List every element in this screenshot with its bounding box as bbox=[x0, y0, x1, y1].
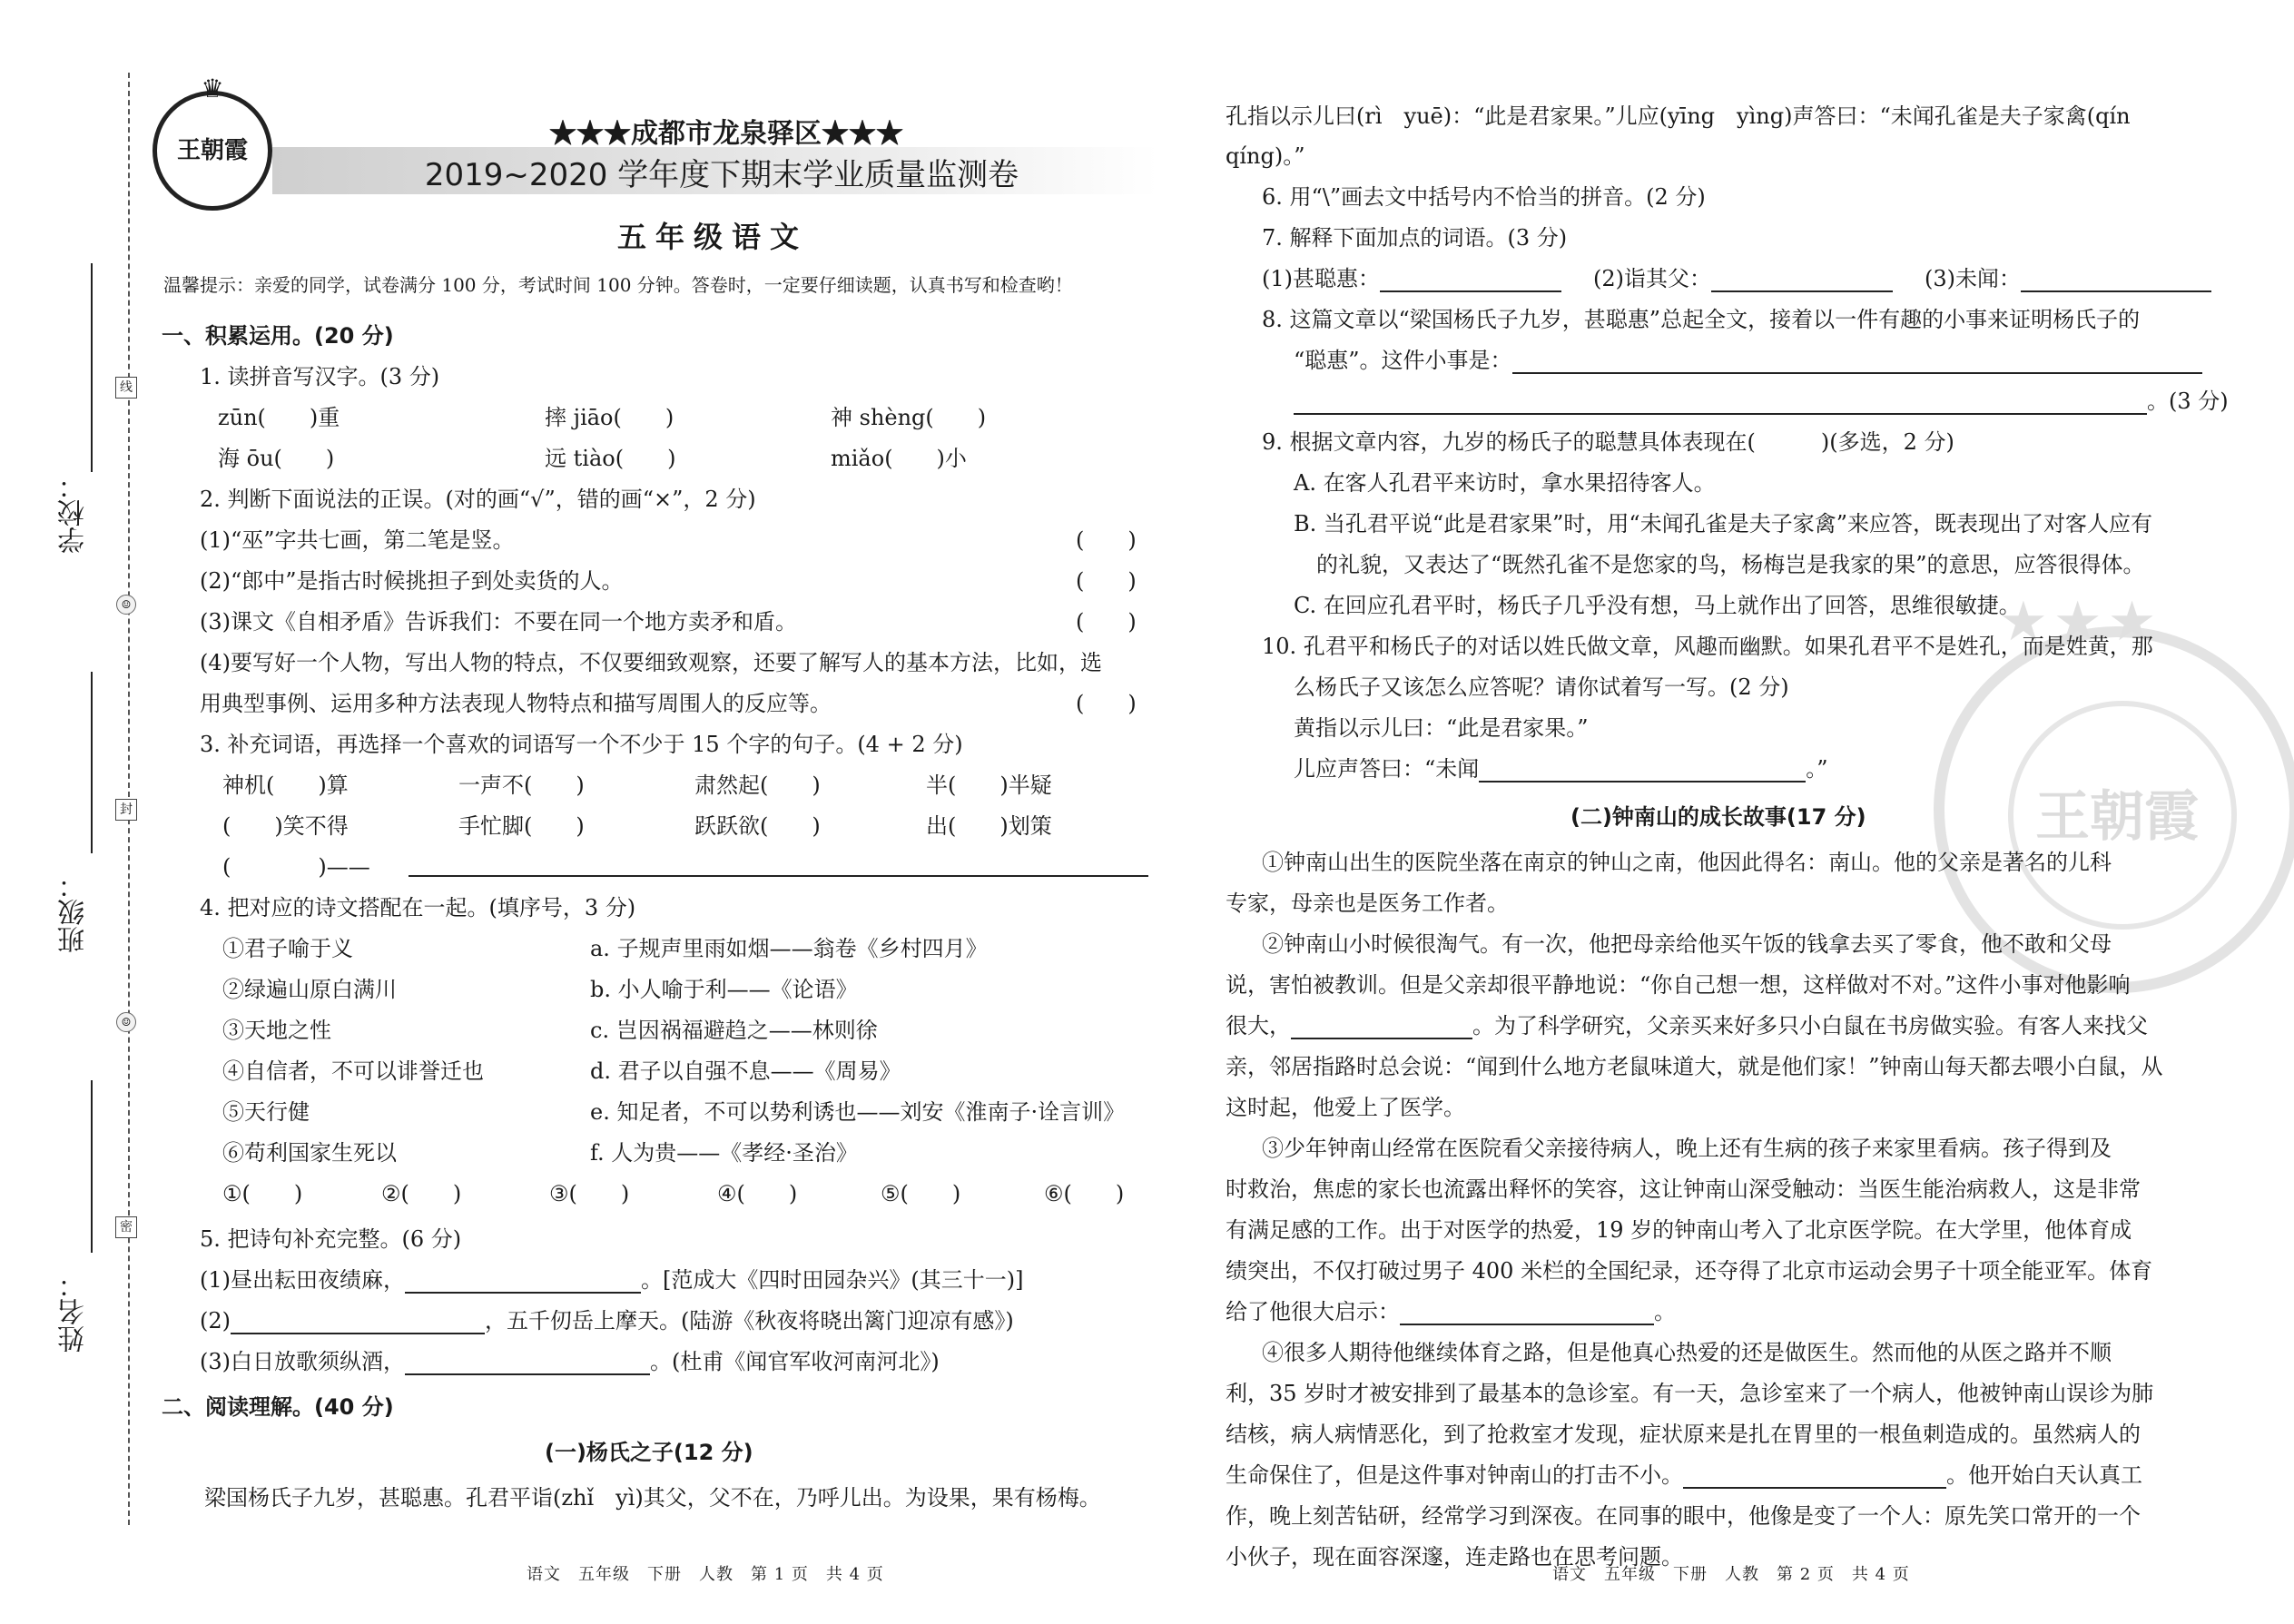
binding-hole-icon: ☺ bbox=[116, 1012, 136, 1032]
crown-icon: ♛ bbox=[201, 74, 224, 103]
binding-mark-mi: 密 bbox=[115, 1216, 137, 1238]
school-label: 学校： bbox=[58, 472, 90, 554]
sentence-line[interactable] bbox=[409, 853, 1148, 877]
reading-text: ③少年钟南山经常在医院看父亲接待病人，晚上还有生病的孩子来家里看病。孩子得到及 bbox=[1262, 1136, 2112, 1161]
answer-line[interactable] bbox=[405, 1270, 641, 1294]
answer-line[interactable] bbox=[1683, 1465, 1946, 1489]
q9-option: 的礼貌，又表达了“既然孔雀不是您家的鸟，杨梅岂是我家的果”的意思，应答很得体。 bbox=[1316, 552, 2145, 577]
section-heading: 二、阅读理解。(40 分) bbox=[162, 1394, 394, 1420]
answer-paren[interactable]: ( ) bbox=[1076, 527, 1137, 553]
question-5: 5. 把诗句补充完整。(6 分) bbox=[200, 1226, 462, 1252]
question-10c: 黄指以示儿曰：“此是君家果。” bbox=[1294, 715, 1589, 741]
publisher-logo: ♛ 王朝霞 bbox=[153, 91, 272, 211]
name-label: 姓名： bbox=[58, 1271, 90, 1353]
seal-text: 王朝霞 bbox=[2035, 785, 2199, 849]
answer-line[interactable] bbox=[1291, 1016, 1472, 1039]
poem-right: b. 小人喻于利——《论语》 bbox=[590, 977, 858, 1002]
poem-left: ②绿遍山原白满川 bbox=[222, 977, 397, 1002]
question-10: 10. 孔君平和杨氏子的对话以姓氏做文章，风趣而幽默。如果孔君平不是姓孔，而是姓黄，那 bbox=[1262, 634, 2153, 659]
match-answer[interactable]: ④( ) bbox=[717, 1181, 798, 1206]
q9-option: A. 在客人孔君平来访时，拿水果招待客人。 bbox=[1294, 470, 1716, 496]
class-label: 班级： bbox=[58, 871, 90, 953]
question-10d: 儿应声答曰：“未闻 。” bbox=[1294, 756, 1828, 782]
reading-text: 说，害怕被教训。但是父亲却很平静地说：“你自己想一想，这样做对不对。”这件小事对他影响 bbox=[1226, 972, 2131, 998]
name-line bbox=[91, 1080, 93, 1253]
tip-text: 温馨提示：亲爱的同学，试卷满分 100 分，考试时间 100 分钟。答卷时，一定要仔细读题，认真书写和检查哟！ bbox=[163, 274, 1073, 296]
poem-right: a. 子规声里雨如烟——翁卷《乡村四月》 bbox=[590, 936, 988, 961]
poem-left: ③天地之性 bbox=[222, 1018, 331, 1043]
school-line bbox=[91, 263, 93, 472]
pinyin-item: 神 shèng( ) bbox=[831, 405, 987, 430]
answer-paren[interactable]: ( ) bbox=[1076, 691, 1137, 716]
subject-title: 五年级语文 bbox=[616, 220, 808, 254]
answer-paren[interactable]: ( ) bbox=[1076, 609, 1137, 635]
question-9: 9. 根据文章内容，九岁的杨氏子的聪慧具体表现在( )(多选，2 分) bbox=[1262, 429, 1954, 455]
idiom-item: 出( )划策 bbox=[926, 813, 1052, 839]
reading-text: 梁国杨氏子九岁，甚聪惠。孔君平诣(zhǐ yì)其父，父不在，乃呼儿出。为设果，果有杨梅。 bbox=[204, 1485, 1101, 1511]
reading-text: 很大， 。为了科学研究，父亲买来好多只小白鼠在书房做实验。有客人来找父 bbox=[1226, 1013, 2148, 1038]
answer-line[interactable] bbox=[1711, 269, 1893, 292]
poem-line-3: (3)白日放歌须纵酒， 。(杜甫《闻官军收河南河北》) bbox=[200, 1349, 940, 1374]
page-right bbox=[1171, 0, 2294, 1624]
reading-title: (二)钟南山的成长故事(17 分) bbox=[1570, 804, 1866, 830]
district-title: ★★★成都市龙泉驿区★★★ bbox=[549, 118, 903, 150]
reading-text: 有满足感的工作。出于对医学的热爱，19 岁的钟南山考入了北京医学院。在大学里，他体育成 bbox=[1226, 1217, 2132, 1243]
judge-item: (1)“巫”字共七画，第二笔是竖。 bbox=[200, 527, 515, 553]
match-answer[interactable]: ⑥( ) bbox=[1044, 1181, 1125, 1206]
binding-hole-icon: ☺ bbox=[116, 595, 136, 615]
reading-text: 小伙子，现在面容深邃，连走路也在思考问题。 bbox=[1226, 1544, 1683, 1570]
page-footer: 语文 五年级 下册 人教 第 2 页 共 4 页 bbox=[1552, 1565, 1910, 1584]
poem-line-2: (2) ，五千仞岳上摩天。(陆游《秋夜将晓出篱门迎凉有感》) bbox=[200, 1308, 1014, 1334]
idiom-item: 一声不( ) bbox=[458, 773, 585, 798]
page-footer: 语文 五年级 下册 人教 第 1 页 共 4 页 bbox=[527, 1565, 884, 1584]
reading-text: 孔指以示儿曰(rì yuē)：“此是君家果。”儿应(yīng yìng)声答曰：“未闻孔雀是夫子家禽(qín bbox=[1226, 103, 2131, 129]
idiom-item: ( )笑不得 bbox=[222, 813, 349, 839]
reading-text: 时救治，焦虑的家长也流露出释怀的笑容，这让钟南山深受触动：当医生能治病救人，这是非常 bbox=[1226, 1176, 2141, 1202]
question-6: 6. 用“\”画去文中括号内不恰当的拼音。(2 分) bbox=[1262, 184, 1706, 210]
poem-right: d. 君子以自强不息——《周易》 bbox=[590, 1058, 901, 1084]
exam-title: 2019~2020 学年度下期末学业质量监测卷 bbox=[424, 157, 1019, 193]
answer-line[interactable] bbox=[231, 1311, 485, 1334]
reading-text: 给了他很大启示： 。 bbox=[1226, 1299, 1676, 1324]
class-line bbox=[91, 672, 93, 853]
answer-line[interactable] bbox=[1294, 391, 2147, 415]
match-answer[interactable]: ②( ) bbox=[381, 1181, 462, 1206]
q7-item: (1)甚聪惠： bbox=[1262, 261, 1561, 292]
answer-line[interactable] bbox=[405, 1352, 650, 1375]
answer-line[interactable] bbox=[1479, 759, 1806, 782]
judge-item: (2)“郎中”是指古时候挑担子到处卖货的人。 bbox=[200, 568, 624, 594]
poem-left: ④自信者，不可以诽誉迁也 bbox=[222, 1058, 484, 1084]
match-answer[interactable]: ①( ) bbox=[222, 1181, 303, 1206]
question-2: 2. 判断下面说法的正误。(对的画“√”，错的画“×”，2 分) bbox=[200, 487, 756, 512]
pinyin-item: 摔 jiāo( ) bbox=[545, 405, 674, 430]
question-4: 4. 把对应的诗文搭配在一起。(填序号，3 分) bbox=[200, 895, 636, 920]
binding-mark-xian: 线 bbox=[115, 377, 137, 399]
question-1: 1. 读拼音写汉字。(3 分) bbox=[200, 364, 440, 389]
poem-line-1: (1)昼出耘田夜绩麻， 。[范成大《四时田园杂兴》(其三十一)] bbox=[200, 1267, 1024, 1293]
poem-left: ⑤天行健 bbox=[222, 1099, 310, 1125]
star-icon: ★★★ bbox=[1999, 590, 2162, 654]
idiom-item: 神机( )算 bbox=[222, 773, 349, 798]
answer-line[interactable] bbox=[1512, 350, 2202, 374]
idiom-item: 肃然起( ) bbox=[694, 773, 821, 798]
question-3: 3. 补充词语，再选择一个喜欢的词语写一个不少于 15 个字的句子。(4 + 2 分) bbox=[200, 732, 963, 757]
poem-right: f. 人为贵——《孝经·圣治》 bbox=[590, 1140, 858, 1166]
answer-line[interactable] bbox=[1400, 1302, 1654, 1325]
judge-item: 用典型事例、运用多种方法表现人物特点和描写周围人的反应等。 bbox=[200, 691, 832, 716]
judge-item: (3)课文《自相矛盾》告诉我们：不要在同一个地方卖矛和盾。 bbox=[200, 609, 797, 635]
pinyin-item: 海 ōu( ) bbox=[218, 446, 335, 471]
binding-mark-feng: 封 bbox=[115, 799, 137, 821]
reading-text: 生命保住了，但是这件事对钟南山的打击不小。 。他开始白天认真工 bbox=[1226, 1462, 2142, 1488]
reading-text: 结核，病人病情恶化，到了抢救室才发现，症状原来是扎在胃里的一根鱼刺造成的。虽然病人的 bbox=[1226, 1422, 2141, 1447]
match-answer[interactable]: ⑤( ) bbox=[881, 1181, 961, 1206]
poem-right: c. 岂因祸福避趋之——林则徐 bbox=[590, 1018, 878, 1043]
poem-right: e. 知足者，不可以势利诱也——刘安《淮南子·诠言训》 bbox=[590, 1099, 1126, 1125]
q7-item: (2)诣其父： bbox=[1593, 261, 1893, 292]
poem-left: ⑥苟利国家生死以 bbox=[222, 1140, 397, 1166]
answer-line[interactable] bbox=[1380, 269, 1561, 292]
reading-text: 绩突出，不仅打破过男子 400 米栏的全国纪录，还夺得了北京市运动会男子十项全能亚军。体育 bbox=[1226, 1258, 2153, 1284]
reading-text: 这时起，他爱上了医学。 bbox=[1226, 1095, 1465, 1120]
pinyin-item: 远 tiào( ) bbox=[545, 446, 676, 471]
reading-text: ①钟南山出生的医院坐落在南京的钟山之南，他因此得名：南山。他的父亲是著名的儿科 bbox=[1262, 850, 2112, 875]
answer-paren[interactable]: ( ) bbox=[1076, 568, 1137, 594]
question-8c: 。(3 分) bbox=[1294, 383, 2229, 415]
answer-line[interactable] bbox=[2021, 269, 2211, 292]
question-8b: “聪惠”。这件小事是： bbox=[1294, 342, 2202, 374]
question-10b: 么杨氏子又该怎么应答呢？请你试着写一写。(2 分) bbox=[1294, 674, 1789, 700]
match-answer[interactable]: ③( ) bbox=[549, 1181, 630, 1206]
pinyin-item: miǎo( )小 bbox=[831, 446, 967, 471]
q7-item: (3)未闻： bbox=[1925, 261, 2211, 292]
q9-option: B. 当孔君平说“此是君家果”时，用“未闻孔雀是夫子家禽”来应答，既表现出了对客人应有 bbox=[1294, 511, 2152, 536]
reading-text: 专家，母亲也是医务工作者。 bbox=[1226, 891, 1509, 916]
reading-text: ④很多人期待他继续体育之路，但是他真心热爱的还是做医生。然而他的从医之路并不顺 bbox=[1262, 1340, 2112, 1365]
idiom-item: 跃跃欲( ) bbox=[694, 813, 821, 839]
question-7: 7. 解释下面加点的词语。(3 分) bbox=[1262, 225, 1568, 251]
reading-text: 作，晚上刻苦钻研，经常学习到深夜。在同事的眼中，他像是变了一个人：原先笑口常开的一个 bbox=[1226, 1503, 2141, 1529]
q9-option: C. 在回应孔君平时，杨氏子几乎没有想，马上就作出了回答，思维很敏捷。 bbox=[1294, 593, 2021, 618]
section-heading: 一、积累运用。(20 分) bbox=[162, 323, 394, 349]
idiom-item: 半( )半疑 bbox=[926, 773, 1052, 798]
reading-text: qíng)。” bbox=[1226, 143, 1305, 169]
judge-item: (4)要写好一个人物，写出人物的特点，不仅要细致观察，还要了解写人的基本方法，比如，选 bbox=[200, 650, 1102, 675]
poem-left: ①君子喻于义 bbox=[222, 936, 353, 961]
reading-text: 亲，邻居指路时总会说：“闻到什么地方老鼠味道大，就是他们家！”钟南山每天都去喂小白鼠，从 bbox=[1226, 1054, 2163, 1079]
reading-text: ②钟南山小时候很淘气。有一次，他把母亲给他买午饭的钱拿去买了零食，他不敢和父母 bbox=[1262, 931, 2112, 957]
reading-title: (一)杨氏之子(12 分) bbox=[545, 1440, 753, 1465]
reading-text: 利，35 岁时才被安排到了最基本的急诊室。有一天，急诊室来了一个病人，他被钟南山误诊为肺 bbox=[1226, 1381, 2154, 1406]
pinyin-item: zūn( )重 bbox=[218, 405, 340, 430]
idiom-item: 手忙脚( ) bbox=[458, 813, 585, 839]
sentence-prompt: ( )—— bbox=[222, 854, 370, 880]
question-8: 8. 这篇文章以“梁国杨氏子九岁，甚聪惠”总起全文，接着以一件有趣的小事来证明杨氏子的 bbox=[1262, 307, 2141, 332]
